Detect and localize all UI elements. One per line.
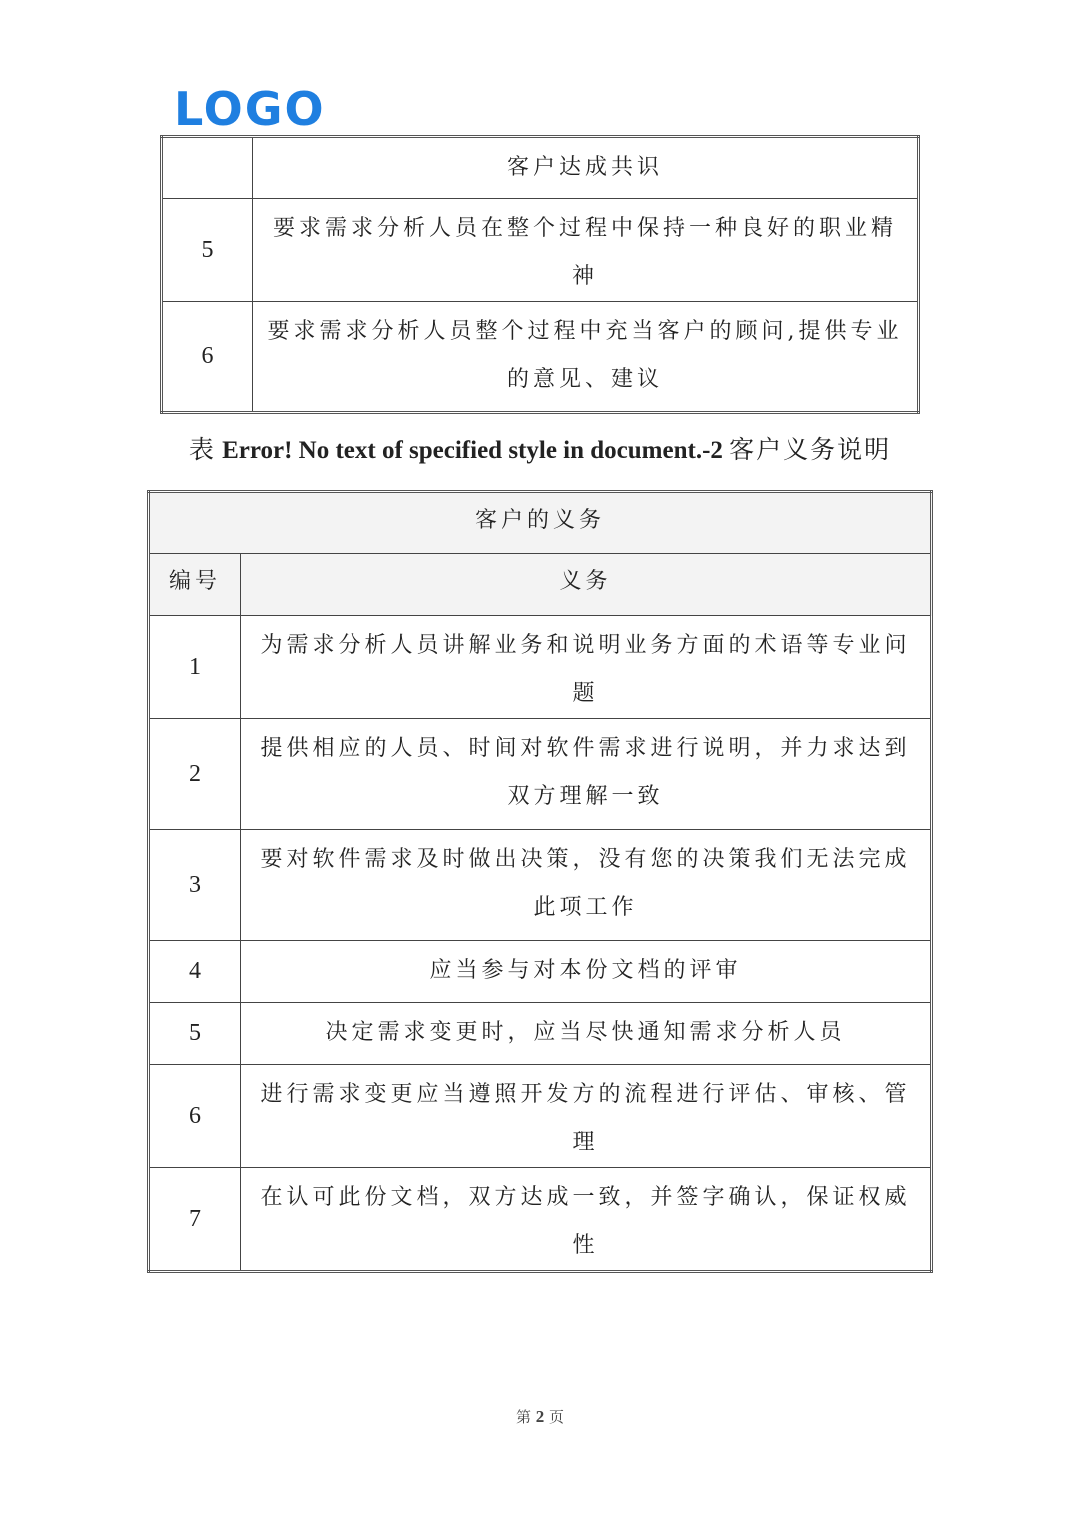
row-text: 为需求分析人员讲解业务和说明业务方面的术语等专业问题 [241, 616, 932, 719]
row-number: 5 [162, 199, 253, 302]
logo: LOGO [174, 82, 326, 136]
table-header-row [149, 554, 932, 616]
row-number: 5 [149, 1003, 241, 1065]
row-text: 要对软件需求及时做出决策，没有您的决策我们无法完成此项工作 [241, 830, 932, 941]
table-row [149, 1003, 932, 1065]
caption-title: 客户义务说明 [729, 435, 892, 464]
table-title-row [149, 492, 932, 554]
page-footer [0, 1406, 1080, 1427]
table-row [149, 941, 932, 1003]
caption-prefix: 表 [188, 435, 216, 464]
row-number: 1 [149, 616, 241, 719]
duty-table [147, 490, 933, 1273]
row-number: 6 [149, 1065, 241, 1168]
row-text: 决定需求变更时，应当尽快通知需求分析人员 [241, 1003, 932, 1065]
column-header-number: 编号 [149, 554, 241, 616]
table-title: 客户的义务 [149, 492, 932, 554]
caption-error-text: Error! No text of specified style in document.-2 [222, 437, 723, 464]
table-row [162, 302, 919, 413]
row-number: 3 [149, 830, 241, 941]
table-row [149, 616, 932, 719]
table-row [149, 719, 932, 830]
row-number: 7 [149, 1168, 241, 1272]
row-number: 2 [149, 719, 241, 830]
row-number: 6 [162, 302, 253, 413]
footer-prefix: 第 [515, 1408, 531, 1426]
row-text: 应当参与对本份文档的评审 [241, 941, 932, 1003]
row-text: 要求需求分析人员在整个过程中保持一种良好的职业精神 [253, 199, 919, 302]
row-text: 要求需求分析人员整个过程中充当客户的顾问,提供专业的意见、建议 [253, 302, 919, 413]
table-row [162, 199, 919, 302]
table-row [162, 137, 919, 199]
row-text: 客户达成共识 [253, 137, 919, 199]
page-number: 2 [535, 1407, 545, 1426]
table-caption [0, 430, 1080, 466]
column-header-duty: 义务 [241, 554, 932, 616]
row-number [162, 137, 253, 199]
top-table [160, 135, 920, 414]
table-row [149, 1065, 932, 1168]
row-text: 在认可此份文档，双方达成一致，并签字确认，保证权威性 [241, 1168, 932, 1272]
table-row [149, 1168, 932, 1272]
row-number: 4 [149, 941, 241, 1003]
row-text: 提供相应的人员、时间对软件需求进行说明，并力求达到双方理解一致 [241, 719, 932, 830]
row-text: 进行需求变更应当遵照开发方的流程进行评估、审核、管理 [241, 1065, 932, 1168]
footer-suffix: 页 [549, 1408, 565, 1426]
table-row [149, 830, 932, 941]
